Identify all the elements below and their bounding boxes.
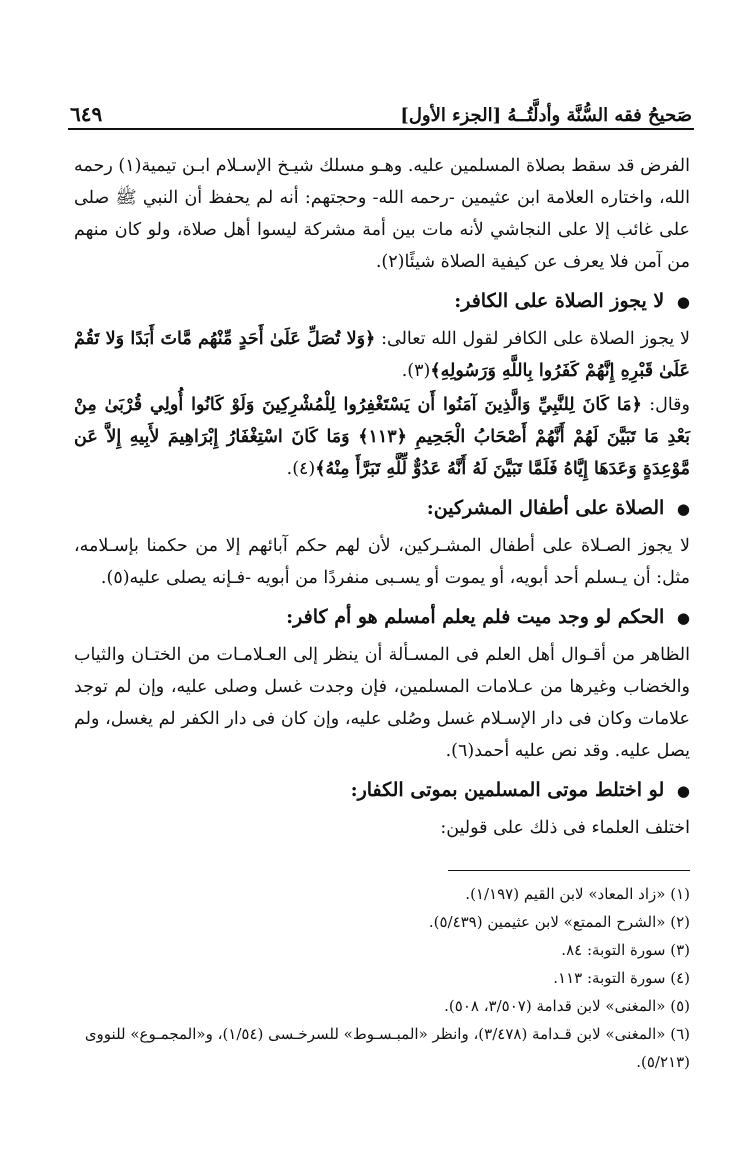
section-heading-mixed	[74, 773, 690, 808]
paragraph-2	[74, 323, 690, 387]
section-heading-unknown	[74, 600, 690, 635]
paragraph-4: لا يجوز الصـلاة على أطفال المشـركين، لأن لهم حكم آبائهم إلا من حكمنا بإسـلامه، مثل: أن يـسلم أحد أبويه، أو يموت أو يسـبى منفردًا من أبويه -فـإنه يصلى عليه(٥).	[74, 536, 690, 588]
footnote: (٢) «الشرح الممتع» لابن عثيمين (٥/٤٣٩).	[428, 913, 690, 931]
footnote-ref-4: (٤).	[286, 459, 316, 479]
footnote: (٦) «المغنى» لابن قـدامة (٣/٤٧٨)، وانظر «المبـسـوط» للسرخـسى (١/٥٤)، و«المجمـوع» للنووى (٥/٢١٣).	[84, 1025, 690, 1071]
page-number: ٦٤٩	[70, 102, 103, 126]
paragraph-6: اختلف العلماء فى ذلك على قولين:	[440, 818, 690, 838]
paragraph-3-lead: وقال:	[641, 395, 690, 415]
paragraph-1: الفرض قد سقط بصلاة المسلمين عليه. وهـو مسلك شيـخ الإسـلام ابـن تيمية(١) رحمه الله، واختاره العلامة ابن عثيمين -رحمه الله- وحجتهم: أنه لم يحفظ أن النبي ﷺ صلى على غائب إلا على النجاشي لأنه مات بين أمة مشركة ليسوا أهل صلاة، ولو كان منهم من آمن فلا يعرف عن كيفية الصلاة شيئًا(٢).	[74, 156, 690, 272]
section-heading-text: لو اختلط موتى المسلمين بموتى الكفار:	[350, 779, 665, 801]
footnote: (٣) سورة التوبة: ٨٤.	[561, 941, 690, 959]
bullet-icon: ●	[676, 782, 690, 800]
footnote: (٤) سورة التوبة: ١١٣.	[553, 969, 690, 987]
section-heading-kafir	[74, 284, 690, 319]
bullet-icon: ●	[676, 293, 690, 311]
paragraph-5: الظاهر من أقـوال أهل العلم فى المسـألة أن ينظر إلى العـلامـات من الختـان والثياب والخضاب وغيرها من عـلامات المسلمين، فإن وجدت غسل وصلى عليه، وإن لم توجد علامات وكان فى دار الإسـلام غسل وصُلى عليه، وإن كان فى دار الكفر لم يغسل، ولم يصل عليه. وقد نص عليه أحمد(٦).	[74, 645, 690, 761]
main-text	[74, 150, 690, 846]
paragraph-2-lead: لا يجوز الصلاة على الكافر لقول الله تعالى:	[375, 329, 690, 349]
section-heading-text: لا يجوز الصلاة على الكافر:	[454, 290, 665, 312]
footnote: (٥) «المغنى» لابن قدامة (٣/٥٠٧، ٥٠٨).	[444, 997, 690, 1015]
paragraph-3	[74, 389, 690, 485]
footnote-divider	[448, 870, 690, 871]
section-heading-text: الصلاة على أطفال المشركين:	[426, 497, 665, 519]
running-title: صَحيحُ فقه السُّنَّة وأدلَّتُــهُ [الجزء الأول]	[400, 105, 692, 126]
section-heading-text: الحكم لو وجد ميت فلم يعلم أمسلم هو أم كافر:	[286, 606, 665, 628]
footnote: (١) «زاد المعاد» لابن القيم (١/١٩٧).	[465, 885, 690, 903]
section-heading-children	[74, 491, 690, 526]
header-divider	[68, 128, 694, 130]
bullet-icon: ●	[676, 609, 690, 627]
quran-verse-1: ﴿وَلا تُصَلِّ عَلَىٰ أَحَدٍ مِّنْهُم مَّاتَ أَبَدًا وَلا تَقُمْ عَلَىٰ قَبْرِهِ إِنَّهُمْ كَفَرُوا بِاللَّهِ وَرَسُولِهِ﴾	[74, 329, 690, 381]
footnote-ref-3: (٣).	[401, 361, 431, 381]
bullet-icon: ●	[676, 500, 690, 518]
footnotes	[74, 880, 690, 1076]
running-header	[70, 96, 692, 126]
quran-verse-2: ﴿مَا كَانَ لِلنَّبِيِّ وَالَّذِينَ آمَنُوا أَن يَسْتَغْفِرُوا لِلْمُشْرِكِينَ وَلَوْ كَانُوا أُولِي قُرْبَىٰ مِنْ بَعْدِ مَا تَبَيَّنَ لَهُمْ أَنَّهُمْ أَصْحَابُ الْجَحِيمِ ﴿١١٣﴾ وَمَا كَانَ اسْتِغْفَارُ إِبْرَاهِيمَ لأَبِيهِ إِلاَّ عَن مَّوْعِدَةٍ وَعَدَهَا إِيَّاهُ فَلَمَّا تَبَيَّنَ لَهُ أَنَّهُ عَدُوٌّ لِّلَّهِ تَبَرَّأَ مِنْهُ﴾	[74, 395, 691, 479]
